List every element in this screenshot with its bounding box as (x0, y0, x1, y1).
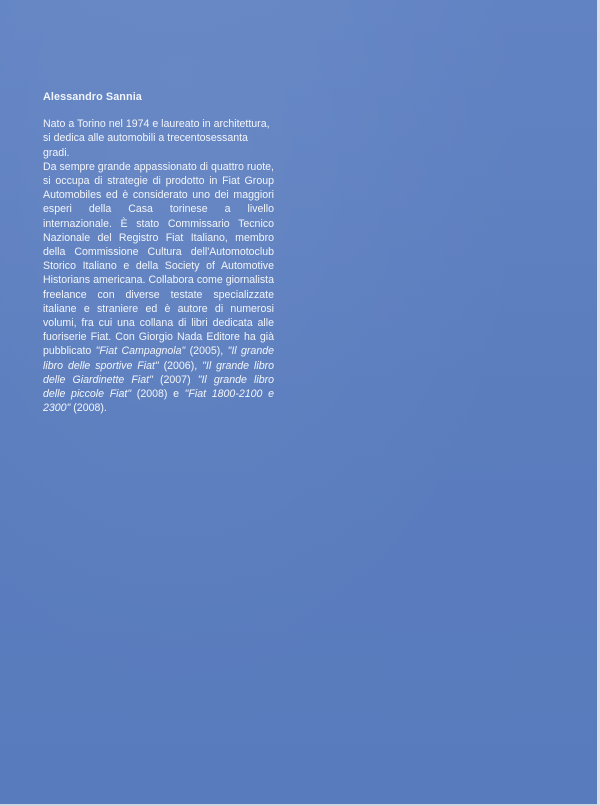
book-year-campagnola: (2005), (185, 345, 228, 358)
book-year-piccole: (2008) e (131, 388, 185, 401)
bio-paragraph-career (43, 160, 274, 416)
book-title-sportive: "Il grande libro delle sportive Fiat" (43, 345, 274, 372)
author-name: Alessandro Sannia (43, 91, 142, 103)
bio-paragraph-intro: Nato a Torino nel 1974 e laureato in architettura, si dedica alle automobili a trecentosessanta gradi. (43, 118, 270, 159)
book-title-fiat-1800: "Fiat 1800-2100 e 2300" (43, 388, 274, 415)
bio-text (43, 117, 274, 415)
book-title-piccole: "Il grande libro delle piccole Fiat" (43, 373, 275, 401)
book-year-sportive: (2006), (158, 359, 203, 372)
book-title-campagnola: "Fiat Campagnola" (95, 345, 186, 358)
book-year-fiat-1800: (2008). (70, 402, 107, 415)
book-title-giardinette: "Il grande libro delle Giardinette Fiat" (43, 359, 275, 386)
author-bio-block (43, 90, 274, 415)
book-year-giardinette: (2007) (152, 373, 198, 386)
bio-career-text: Da sempre grande appassionato di quattro ruote, si occupa di strategie di prodotto in Fiat Group Automobiles ed è considerato uno dei maggiori esperi della Casa torinese a livello internazionale. È stato Commissario Tecnico Nazionale del Registro Fiat Italiano, membro della Commissione Cultura dell'Automotoclub Storico Italiano e della Society of Automotive Historians americana. Collabora come giornalista freelance con diverse testate specializzate italiane e straniere ed è autore di numerosi volumi, fra cui una collana di libri dedicata alle fuoriserie Fiat. Con Giorgio Nada Editore ha già pubblicato (43, 160, 274, 358)
